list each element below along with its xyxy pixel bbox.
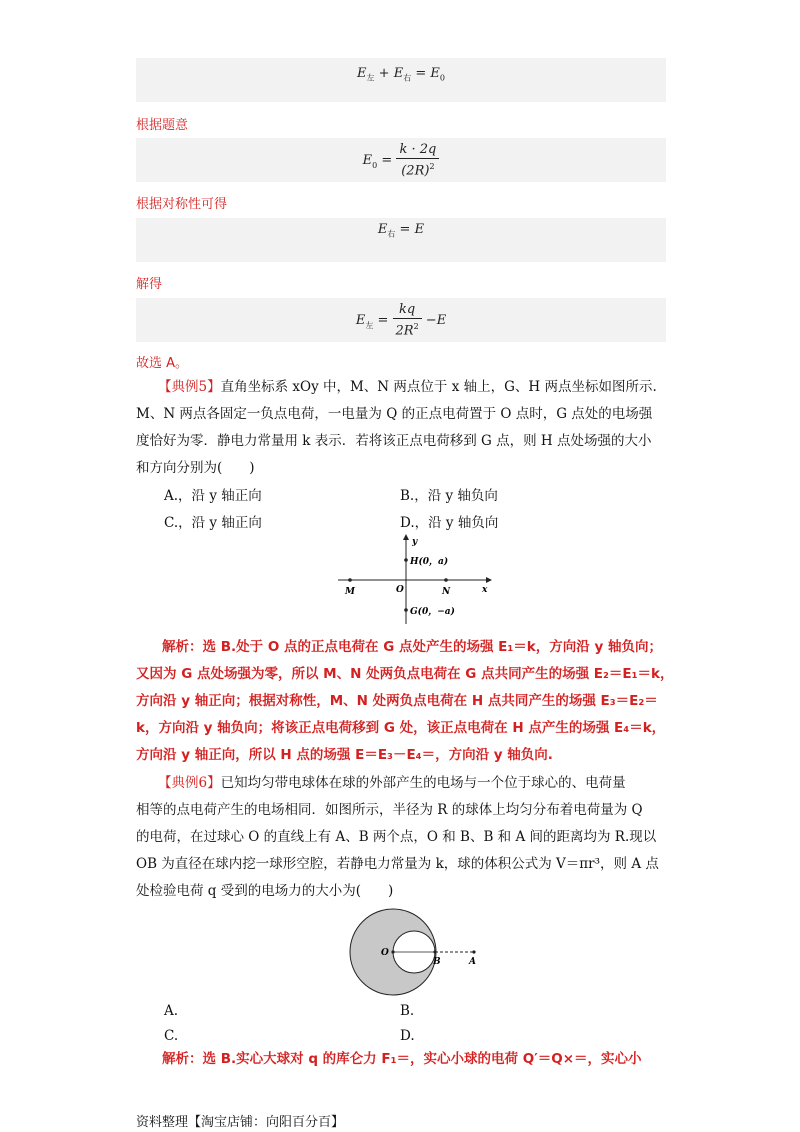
example-5-option-c: C.，沿 y 轴正向 (164, 515, 262, 531)
example-6-question: 【典例6】已知均匀带电球体在球的外部产生的电场与一个位于球心的、电荷量 相等的点电荷产生的电场相同．如图所示，半径为 R 的球体上均匀分布着电荷量为 Q 的电荷，在过球心 O 的直线上有 A、B 两个点，O 和 B、B 和 A 间的距离均为 R.现以 OB 为直径在球内挖一球形空腔，若静电力常量为 k，球的体积公式为 V＝πr³，则 A 点 处检验电荷 q 受到的电场力的大小为( ) (136, 775, 659, 899)
label-solve: 解得 (136, 277, 163, 292)
equation-box-2 (136, 138, 666, 182)
example-5-option-b: B.，沿 y 轴负向 (400, 488, 498, 504)
example-5-question: 【典例5】直角坐标系 xOy 中，M、N 两点位于 x 轴上，G、H 两点坐标如图所示. M、N 两点各固定一负点电荷，一电量为 Q 的正点电荷置于 O 点时，G 点处的电场强 度恰好为零．静电力常量用 k 表示．若将该正点电荷移到 G 点，则 H 点处场强的大小 和方向分别为( ) (136, 379, 657, 476)
point-g-label: G(0，−a) (410, 607, 455, 617)
example-5-option-d: D.，沿 y 轴负向 (400, 515, 499, 531)
example-5-tag: 【典例5】 (158, 379, 221, 395)
x-axis-label: x (482, 585, 488, 595)
example-6-option-d: D. (400, 1028, 415, 1044)
example-6-solution: 解析：选 B.实心大球对 q 的库仑力 F₁＝，实心小球的电荷 Q′＝Q×＝，实心小 (162, 1051, 642, 1067)
example-6-option-a: A. (164, 1003, 179, 1019)
conclusion-text: 故选 A。 (136, 356, 189, 371)
example-5-solution: 解析：选 B.处于 O 点的正点电荷在 G 点处产生的场强 E₁＝k，方向沿 y 轴负向； 又因为 G 点处场强为零，所以 M、N 处两负点电荷在 G 点共同产生的场强 E₂＝E₁＝k， 方向沿 y 轴正向；根据对称性，M、N 处两负点电荷在 H 点共同产生的场强 E₃＝E₂＝ k，方向沿 y 轴负向；将该正点电荷移到 G 处，该正点电荷在 H 点产生的场强 E₄＝k， 方向沿 y 轴正向，所以 H 点的场强 E＝E₃－E₄＝，方向沿 y 轴负向. (136, 639, 674, 763)
point-a (472, 950, 475, 953)
point-b-label: B (433, 957, 441, 967)
sphere-cavity-figure (348, 902, 488, 1002)
footer-source: 资料整理【淘宝店铺：向阳百分百】 (136, 1115, 345, 1130)
point-b (433, 950, 436, 953)
point-n-label: N (442, 587, 451, 597)
coordinate-figure (336, 534, 492, 626)
example-6-option-c: C. (164, 1028, 179, 1044)
y-axis-arrow (403, 534, 409, 540)
equation-box-1 (136, 58, 666, 102)
example-6-tag: 【典例6】 (158, 775, 221, 791)
point-o-label: O (381, 948, 389, 958)
point-h-label: H(0，a) (410, 557, 449, 567)
equation-3: $E_右 = E$ (377, 222, 425, 239)
equation-box-3 (136, 218, 666, 262)
x-axis-arrow (486, 577, 492, 583)
point-o (391, 950, 394, 953)
label-by-symmetry: 根据对称性可得 (136, 197, 228, 212)
point-g (404, 608, 408, 612)
point-m (348, 578, 352, 582)
y-axis-label: y (412, 537, 418, 547)
point-n (444, 578, 448, 582)
point-m-label: M (345, 587, 355, 597)
example-5-option-a: A.，沿 y 轴正向 (164, 488, 262, 504)
point-a-label: A (469, 957, 476, 967)
equation-1: $E_左 + E_右 = E_0$ (357, 66, 445, 83)
equation-2: $E_0$ = $\frac{k \cdot 2q}{(2R)^2}$ (136, 142, 666, 179)
example-6-option-b: B. (400, 1003, 415, 1019)
point-h (404, 558, 408, 562)
equation-box-4 (136, 298, 666, 342)
origin-label: O (396, 585, 404, 595)
equation-4: $E_左$ = $\frac{kq}{2R^2}$ −E (355, 302, 447, 339)
label-according-to-problem: 根据题意 (136, 118, 189, 133)
